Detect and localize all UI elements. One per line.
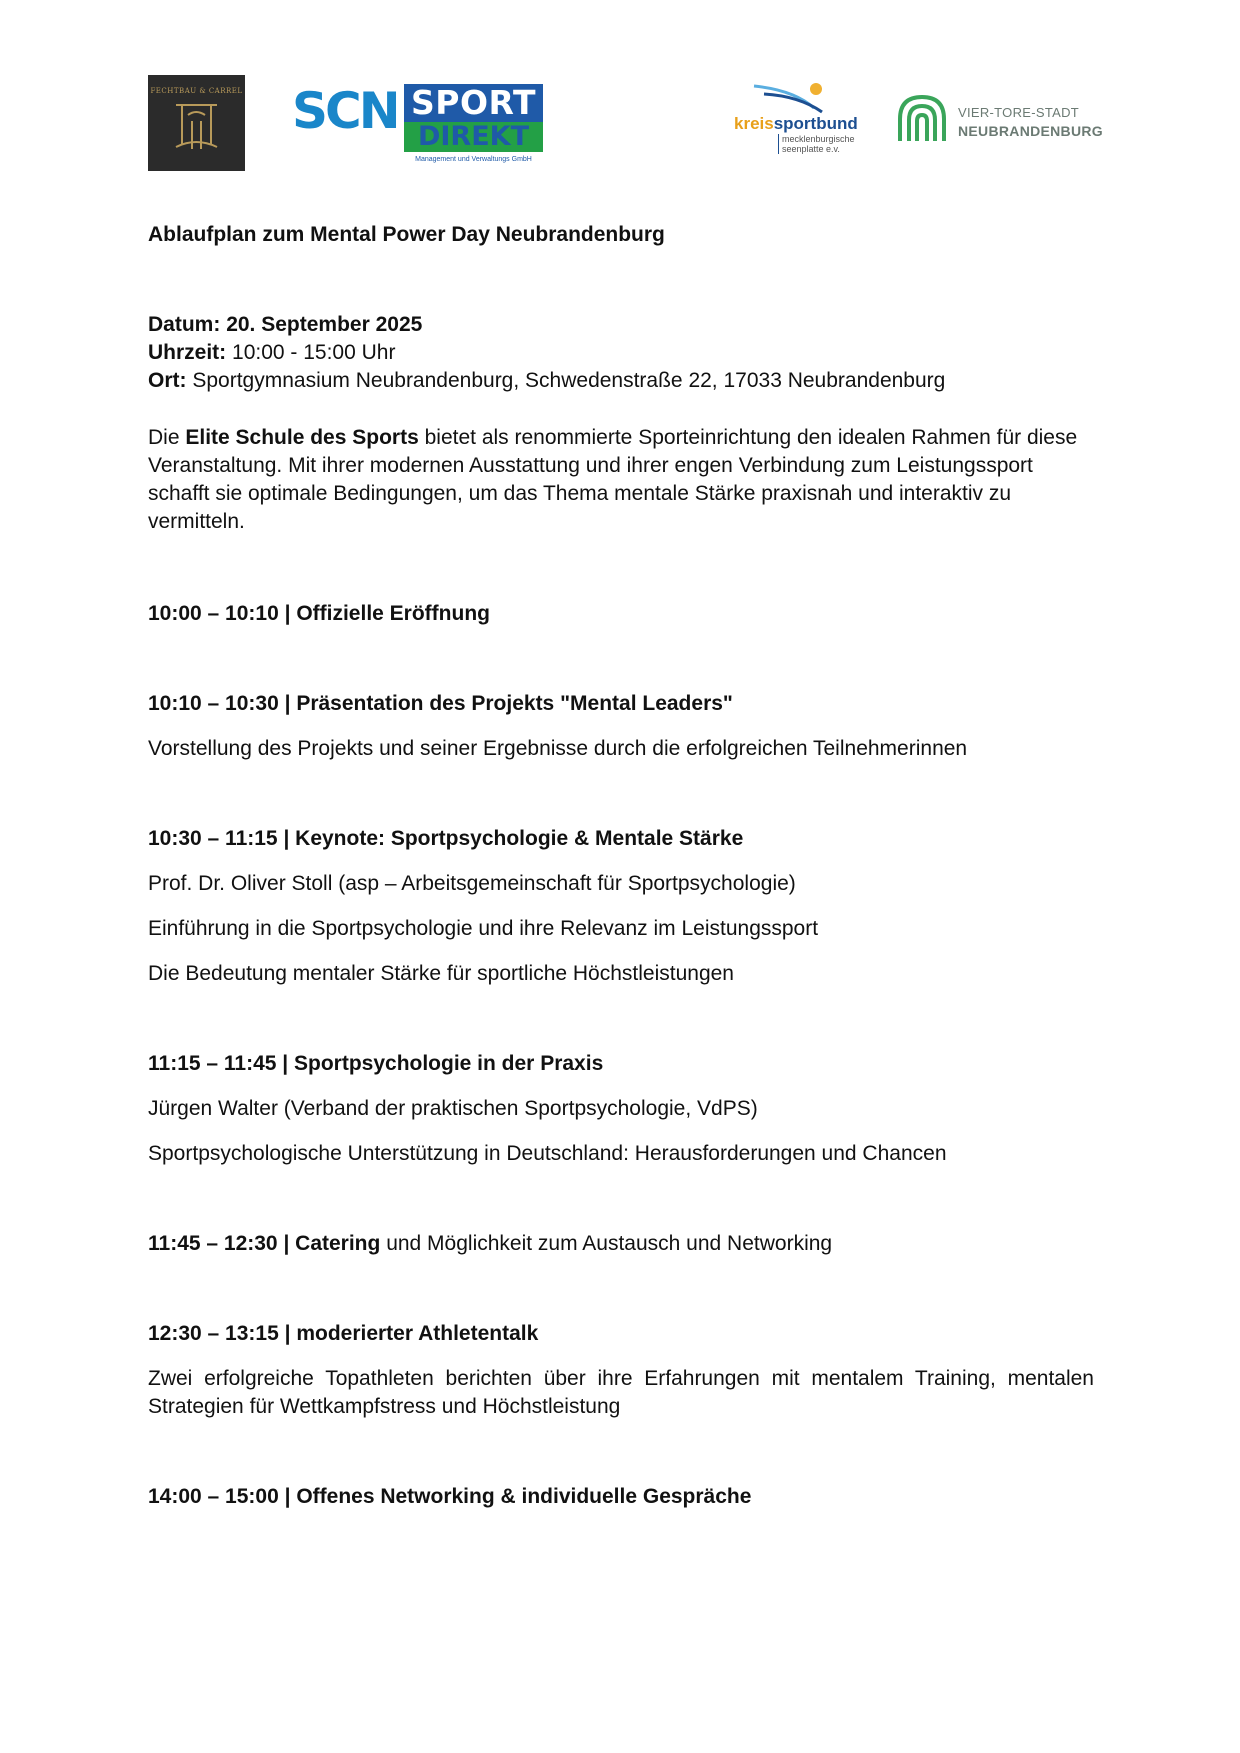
meta-uhrzeit-value: 10:00 - 15:00 Uhr xyxy=(232,341,396,364)
kreissportbund-subtitle-1: mecklenburgische xyxy=(782,134,855,144)
schedule-4-line-1: Jürgen Walter (Verband der praktischen Sportpsychologie, VdPS) xyxy=(148,1097,758,1120)
vier-tore-stadt-logo xyxy=(896,93,1103,143)
schedule-heading-6: 12:30 – 13:15 | moderierter Athletentalk xyxy=(148,1322,539,1345)
kreissportbund-subtitle-2: seenplatte e.v. xyxy=(782,144,840,154)
intro-paragraph xyxy=(148,424,1094,536)
schedule-heading-2: 10:10 – 10:30 | Präsentation des Projekts "Mental Leaders" xyxy=(148,692,733,715)
scn-logo-text: SCN xyxy=(292,82,398,140)
intro-pre: Die xyxy=(148,426,180,449)
meta-uhrzeit-label: Uhrzeit: xyxy=(148,341,227,364)
schedule-heading-5-rest: und Möglichkeit zum Austausch und Networking xyxy=(386,1232,833,1255)
vier-tore-stadt-emblem-icon xyxy=(896,93,948,143)
vier-tore-stadt-line-2: NEUBRANDENBURG xyxy=(958,123,1103,139)
kreissportbund-brand-kreis: kreis xyxy=(734,114,774,133)
meta-ort-value: Sportgymnasium Neubrandenburg, Schwedenstraße 22, 17033 Neubrandenburg xyxy=(192,369,946,392)
intro-post: bietet als renommierte Sporteinrichtung den idealen Rahmen für diese Veranstaltung. Mit ihrer modernen Ausstattung und ihrer engen Verbindung zum Leistungssport schafft sie optimale Bedingungen, um das Thema mentale Stärke praxisnah und interaktiv zu vermitteln. xyxy=(148,426,1078,533)
crest-logo-text: FECHTBAU & CARREL xyxy=(150,87,243,95)
scn-logo xyxy=(292,80,398,142)
kreissportbund-brand xyxy=(734,114,858,134)
kreissportbund-brand-sport: sportbund xyxy=(773,114,858,133)
vier-tore-stadt-line-1: VIER-TORE-STADT xyxy=(958,105,1080,120)
schedule-heading-5-bold: 11:45 – 12:30 | Catering xyxy=(148,1232,381,1255)
document-title: Ablaufplan zum Mental Power Day Neubrandenburg xyxy=(148,223,665,246)
schedule-3-line-3: Die Bedeutung mentaler Stärke für sportliche Höchstleistungen xyxy=(148,962,734,985)
schedule-heading-1: 10:00 – 10:10 | Offizielle Eröffnung xyxy=(148,602,490,625)
kreissportbund-swoosh-icon xyxy=(734,80,869,114)
meta-ort xyxy=(148,367,945,395)
kreissportbund-subtitle xyxy=(778,134,855,154)
schedule-heading-4: 11:15 – 11:45 | Sportpsychologie in der Praxis xyxy=(148,1052,604,1075)
sport-direkt-logo xyxy=(404,83,543,163)
meta-uhrzeit xyxy=(148,339,395,367)
meta-datum-value: 20. September 2025 xyxy=(226,313,423,336)
kreissportbund-logo xyxy=(734,80,869,158)
schedule-3-line-1: Prof. Dr. Oliver Stoll (asp – Arbeitsgemeinschaft für Sportpsychologie) xyxy=(148,872,796,895)
crest-logo xyxy=(148,75,245,171)
intro-bold: Elite Schule des Sports xyxy=(185,426,419,449)
crest-emblem-icon xyxy=(148,75,245,171)
schedule-4-line-2: Sportpsychologische Unterstützung in Deutschland: Herausforderungen und Chancen xyxy=(148,1142,947,1165)
schedule-heading-5 xyxy=(148,1230,832,1258)
meta-datum xyxy=(148,311,422,339)
schedule-heading-7: 14:00 – 15:00 | Offenes Networking & individuelle Gespräche xyxy=(148,1485,752,1508)
sport-direkt-logo-bottom: DIREKT xyxy=(404,122,543,152)
sport-direkt-logo-top: SPORT xyxy=(404,84,543,122)
schedule-6-line-1: Zwei erfolgreiche Topathleten berichten über ihre Erfahrungen mit mentalem Training, mentalen Strategien für Wettkampfstress und Höchstleistung xyxy=(148,1367,1094,1418)
sport-direkt-logo-subtitle: Management und Verwaltungs GmbH xyxy=(415,156,532,163)
schedule-3-line-2: Einführung in die Sportpsychologie und ihre Relevanz im Leistungssport xyxy=(148,917,819,940)
schedule-2-line-1: Vorstellung des Projekts und seiner Ergebnisse durch die erfolgreichen Teilnehmerinnen xyxy=(148,737,968,760)
meta-datum-label: Datum: xyxy=(148,313,221,336)
meta-ort-label: Ort: xyxy=(148,369,187,392)
schedule-heading-3: 10:30 – 11:15 | Keynote: Sportpsychologie & Mentale Stärke xyxy=(148,827,744,850)
